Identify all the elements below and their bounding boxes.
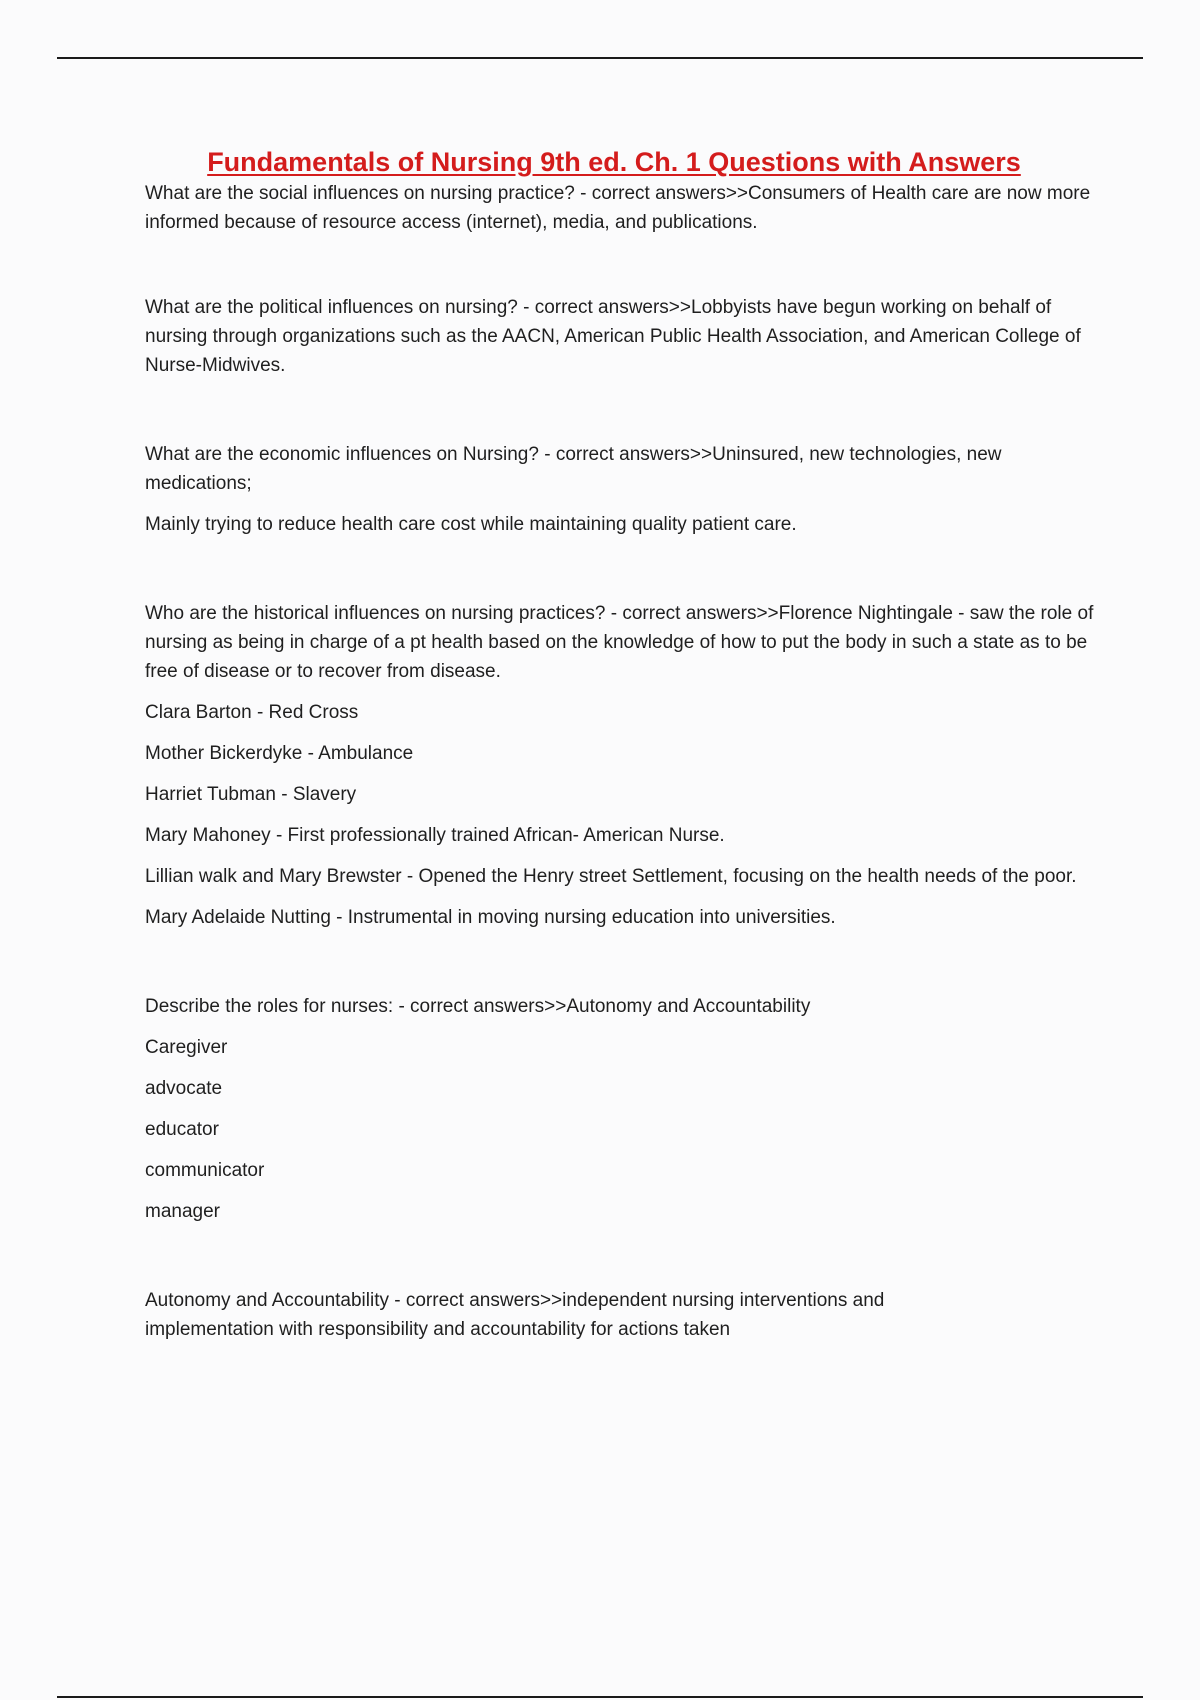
qa-paragraph: Autonomy and Accountability - correct answers>>independent nursing interventions and implementation with responsibility and accountability for actions taken bbox=[145, 1290, 885, 1340]
qa-paragraph: advocate bbox=[145, 1078, 223, 1099]
qa-block-autonomy bbox=[145, 1286, 1095, 1344]
top-rule bbox=[57, 57, 1143, 59]
qa-paragraph: manager bbox=[145, 1201, 220, 1222]
qa-paragraph: Describe the roles for nurses: - correct answers>>Autonomy and Accountability bbox=[145, 996, 811, 1017]
qa-paragraph: Harriet Tubman - Slavery bbox=[145, 784, 357, 805]
qa-paragraph: Caregiver bbox=[145, 1037, 228, 1058]
qa-block-political bbox=[145, 293, 1095, 380]
qa-block-roles bbox=[145, 992, 1095, 1226]
qa-paragraph: Who are the historical influences on nursing practices? - correct answers>>Florence Nightingale - saw the role of nursing as being in charge of a pt health based on the knowledge of how to put the body in such a state as to be free of disease or to recover from disease. bbox=[145, 603, 1094, 682]
document-page bbox=[145, 145, 1095, 1344]
document-title: Fundamentals of Nursing 9th ed. Ch. 1 Questions with Answers bbox=[207, 147, 1021, 177]
qa-paragraph: Lillian walk and Mary Brewster - Opened the Henry street Settlement, focusing on the health needs of the poor. bbox=[145, 866, 1077, 887]
qa-paragraph: What are the political influences on nursing? - correct answers>>Lobbyists have begun working on behalf of nursing through organizations such as the AACN, American Public Health Association, and American College of Nurse-Midwives. bbox=[145, 297, 1081, 376]
qa-paragraph: What are the social influences on nursing practice? - correct answers>>Consumers of Health care are now more informed because of resource access (internet), media, and publications. bbox=[145, 183, 1091, 233]
qa-block-economic bbox=[145, 440, 1095, 539]
qa-paragraph: communicator bbox=[145, 1160, 265, 1181]
qa-paragraph: educator bbox=[145, 1119, 219, 1140]
bottom-rule bbox=[57, 1696, 1143, 1698]
qa-block-social bbox=[145, 179, 1095, 237]
qa-paragraph: What are the economic influences on Nursing? - correct answers>>Uninsured, new technologies, new medications; bbox=[145, 444, 1002, 494]
qa-paragraph: Mary Adelaide Nutting - Instrumental in moving nursing education into universities. bbox=[145, 907, 836, 928]
qa-paragraph: Clara Barton - Red Cross bbox=[145, 702, 359, 723]
qa-block-historical bbox=[145, 599, 1095, 932]
qa-paragraph: Mother Bickerdyke - Ambulance bbox=[145, 743, 414, 764]
qa-paragraph: Mary Mahoney - First professionally trained African- American Nurse. bbox=[145, 825, 725, 846]
qa-paragraph: Mainly trying to reduce health care cost while maintaining quality patient care. bbox=[145, 514, 797, 535]
